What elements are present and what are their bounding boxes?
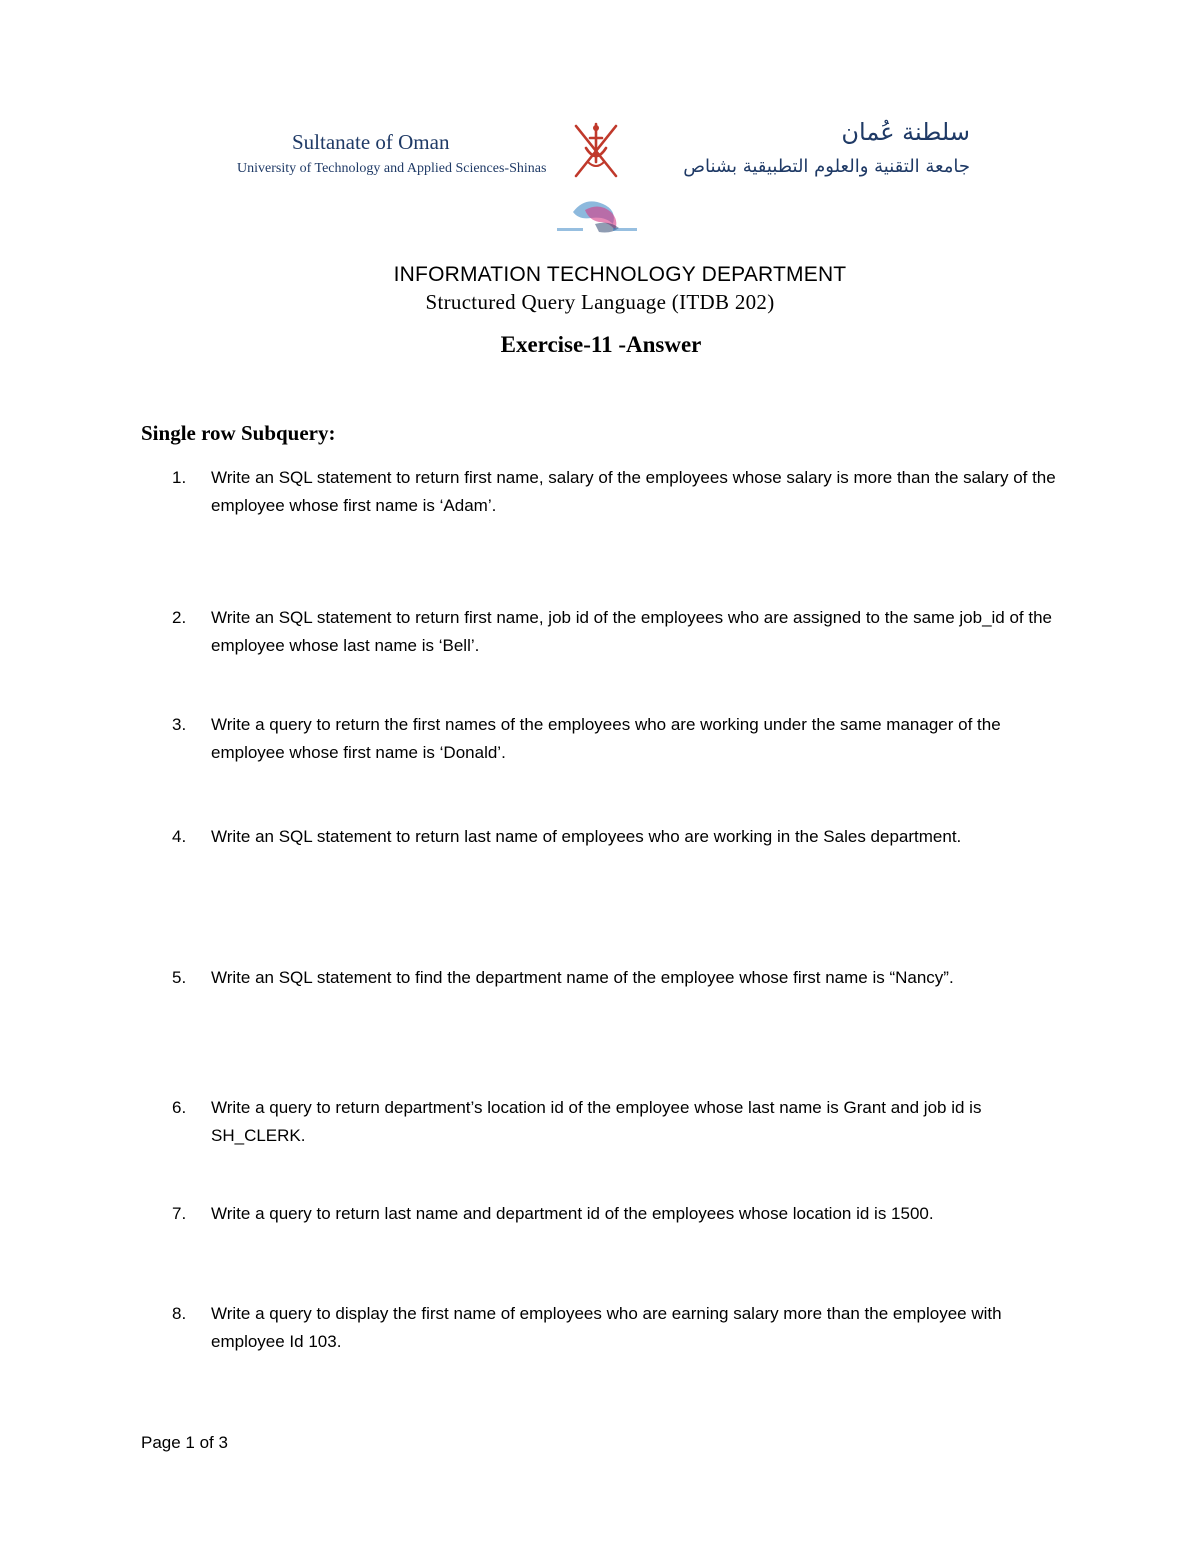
question-text: Write an SQL statement to return first name, salary of the employees whose salary is more than the salary of the employee whose first name is ‘Adam’. bbox=[211, 468, 1056, 515]
question-number: 1. bbox=[172, 468, 187, 487]
question-number: 2. bbox=[172, 608, 187, 627]
question-text: Write an SQL statement to return last name of employees who are working in the Sales department. bbox=[211, 827, 962, 846]
question-number: 7. bbox=[172, 1204, 187, 1223]
course-title: Structured Query Language (ITDB 202) bbox=[425, 290, 775, 314]
question-text: Write a query to return department’s location id of the employee whose last name is Grant and job id is SH_CLERK. bbox=[211, 1098, 982, 1145]
question-text: Write a query to return last name and department id of the employees whose location id is 1500. bbox=[211, 1204, 934, 1223]
question-number: 3. bbox=[172, 715, 187, 734]
question-text: Write an SQL statement to find the department name of the employee whose first name is “Nancy”. bbox=[211, 968, 954, 987]
section-heading: Single row Subquery: bbox=[141, 421, 336, 445]
question-text: Write an SQL statement to return first name, job id of the employees who are assigned to the same job_id of the employee whose last name is ‘Bell’. bbox=[211, 608, 1053, 655]
letterhead-english-subtitle: University of Technology and Applied Sciences-Shinas bbox=[237, 161, 547, 176]
letterhead-arabic-subtitle: جامعة التقنية والعلوم التطبيقية بشناص bbox=[683, 156, 970, 177]
question-number: 6. bbox=[172, 1098, 187, 1117]
page-number-footer: Page 1 of 3 bbox=[141, 1433, 228, 1452]
question-number: 8. bbox=[172, 1304, 187, 1323]
question-number: 4. bbox=[172, 827, 187, 846]
question-number: 5. bbox=[172, 968, 187, 987]
question-text: Write a query to return the first names of the employees who are working under the same manager of the employee whose first name is ‘Donald’. bbox=[211, 715, 1001, 762]
university-logo-icon bbox=[555, 190, 641, 240]
department-heading: INFORMATION TECHNOLOGY DEPARTMENT bbox=[393, 263, 847, 286]
oman-emblem-icon bbox=[568, 118, 624, 184]
letterhead-english-title: Sultanate of Oman bbox=[292, 130, 450, 154]
question-text: Write a query to display the first name of employees who are earning salary more than the employee with employee Id 103. bbox=[211, 1304, 1002, 1351]
exercise-title: Exercise-11 -Answer bbox=[500, 332, 702, 357]
letterhead-arabic-title: سلطنة عُمان bbox=[841, 118, 970, 146]
